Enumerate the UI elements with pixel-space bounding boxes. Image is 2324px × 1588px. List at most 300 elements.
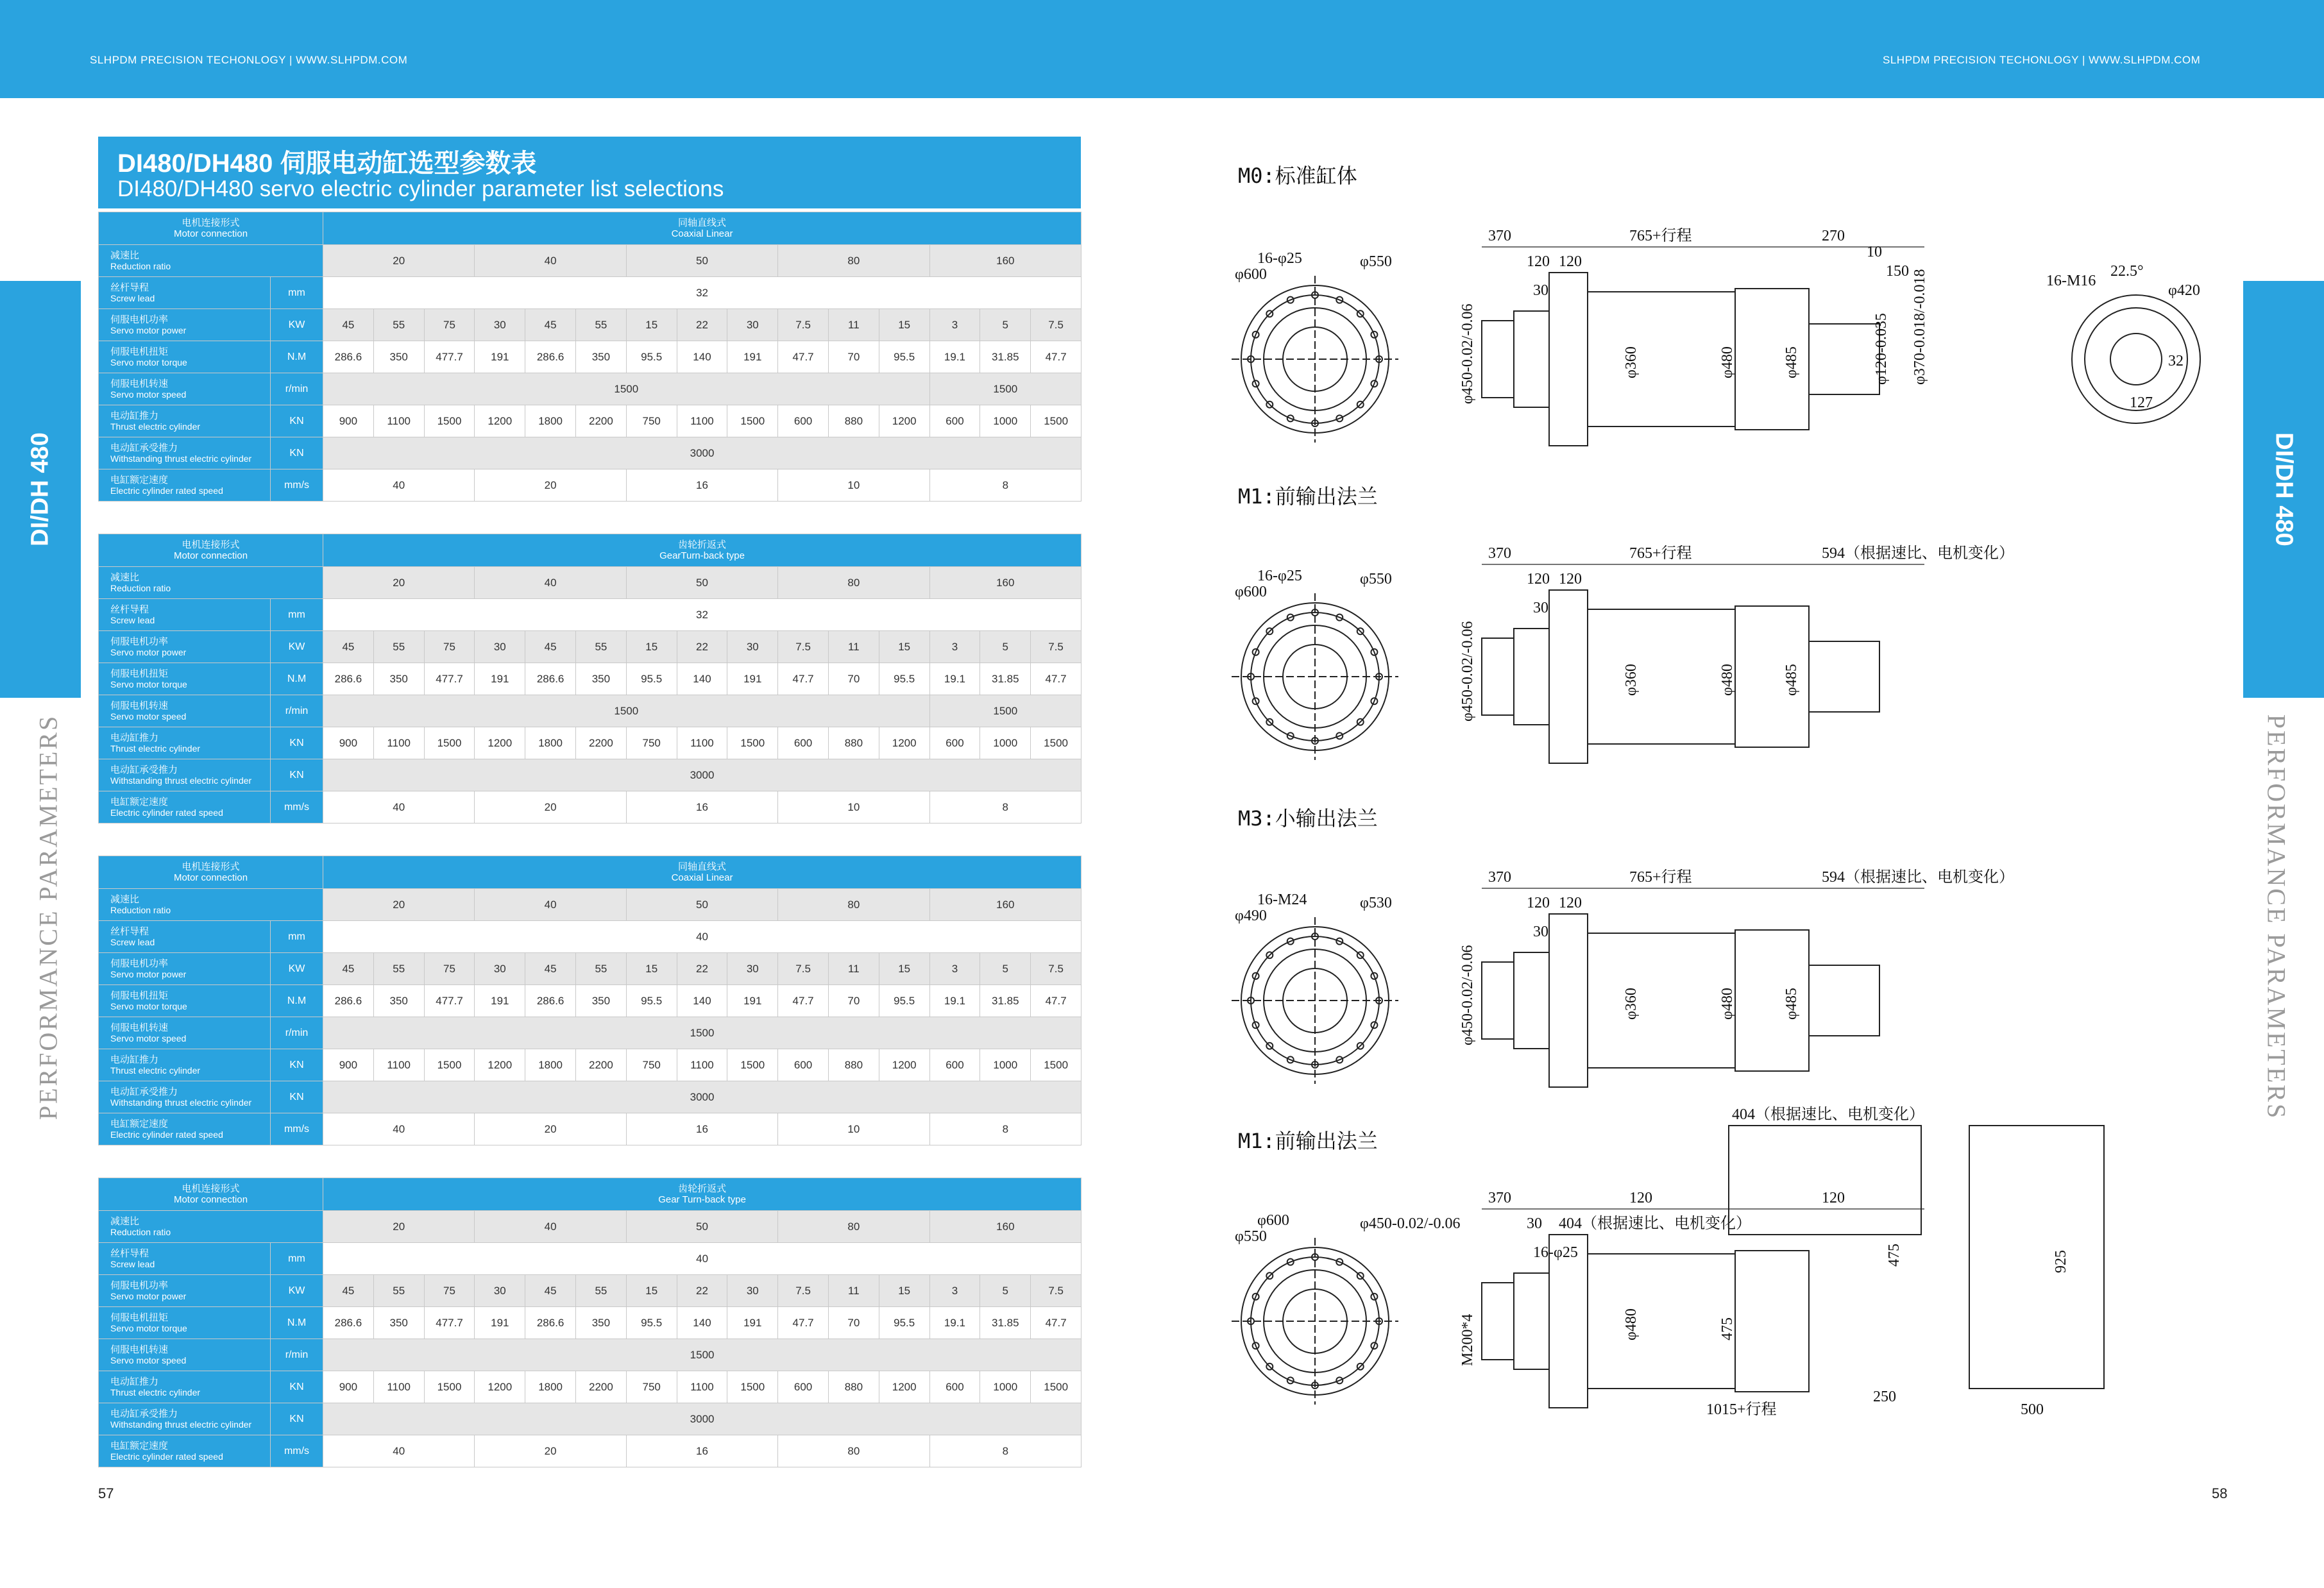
thrust-cell: 1000 xyxy=(980,1049,1031,1081)
rear-end-circle xyxy=(2110,334,2162,385)
torque-cell: 191 xyxy=(475,1307,525,1339)
dimension-label: φ485 xyxy=(1783,988,1800,1020)
dimension-label: φ450-0.02/-0.06 xyxy=(1459,945,1476,1045)
dimension-label: 594（根据速比、电机变化） xyxy=(1822,545,2014,562)
power-cell: 11 xyxy=(828,631,879,663)
power-cell: 15 xyxy=(626,309,677,341)
torque-cell: 47.7 xyxy=(1031,1307,1081,1339)
row-label: 伺服电机功率 Servo motor power xyxy=(99,953,271,985)
torque-cell: 286.6 xyxy=(525,663,576,695)
parameter-table xyxy=(98,212,1081,502)
dimension-label: 22.5° xyxy=(2110,263,2144,280)
row-label: 丝杆导程 Screw lead xyxy=(99,277,271,309)
lead-cell: 40 xyxy=(323,921,1081,953)
power-cell: 7.5 xyxy=(778,953,829,985)
front-flange xyxy=(1549,590,1588,763)
dimension-label: 370 xyxy=(1488,869,1511,886)
page-number-left: 57 xyxy=(98,1485,114,1501)
parameter-table xyxy=(98,856,1081,1145)
power-cell: 75 xyxy=(424,953,475,985)
ratio-cell: 20 xyxy=(323,567,475,599)
power-cell: 55 xyxy=(576,309,627,341)
power-cell: 7.5 xyxy=(1031,309,1081,341)
dimension-label: M1:前输出法兰 xyxy=(1238,484,1378,509)
rated-speed-cell: 20 xyxy=(475,1113,626,1145)
unit-cell: N.M xyxy=(271,663,323,695)
power-cell: 45 xyxy=(525,1275,576,1307)
torque-cell: 31.85 xyxy=(980,1307,1031,1339)
torque-cell: 191 xyxy=(475,985,525,1017)
thrust-cell: 1500 xyxy=(424,405,475,437)
power-cell: 55 xyxy=(576,631,627,663)
thrust-cell: 1500 xyxy=(1031,1049,1081,1081)
dimension-label: φ550 xyxy=(1235,1228,1267,1245)
website-link[interactable]: WWW.SLHPDM.COM xyxy=(296,54,408,66)
dimension-label: 10 xyxy=(1867,244,1882,260)
unit-cell: N.M xyxy=(271,1307,323,1339)
ratio-cell: 80 xyxy=(778,889,929,921)
side-tab-left xyxy=(0,281,81,698)
power-cell: 45 xyxy=(525,953,576,985)
lead-cell: 32 xyxy=(323,599,1081,631)
unit-cell: mm xyxy=(271,1243,323,1275)
thrust-cell: 1200 xyxy=(475,1049,525,1081)
ratio-cell: 40 xyxy=(475,889,626,921)
unit-cell: KN xyxy=(271,759,323,791)
ratio-cell: 50 xyxy=(626,567,777,599)
torque-cell: 47.7 xyxy=(1031,341,1081,373)
thrust-cell: 2200 xyxy=(576,405,627,437)
motor-connection-label: 电机连接形式 Motor connection xyxy=(99,534,323,567)
dimension-label: φ450-0.02/-0.06 xyxy=(1459,621,1476,722)
speed-cell: 1500 xyxy=(323,1339,1081,1371)
withstanding-cell: 3000 xyxy=(323,759,1081,791)
torque-cell: 191 xyxy=(475,341,525,373)
power-cell: 30 xyxy=(475,309,525,341)
torque-cell: 191 xyxy=(727,341,778,373)
page-number-right: 58 xyxy=(2212,1485,2228,1501)
torque-cell: 95.5 xyxy=(879,663,929,695)
unit-cell: N.M xyxy=(271,985,323,1017)
dimension-label: φ360 xyxy=(1623,346,1640,378)
ratio-cell: 20 xyxy=(323,245,475,277)
row-label: 电动缸承受推力 Withstanding thrust electric cylinder xyxy=(99,437,271,469)
ratio-cell: 20 xyxy=(323,1211,475,1243)
power-cell: 55 xyxy=(373,1275,424,1307)
torque-cell: 31.85 xyxy=(980,985,1031,1017)
row-label: 电动缸推力 Thrust electric cylinder xyxy=(99,727,271,759)
power-cell: 5 xyxy=(980,309,1031,341)
speed-cell: 1500 xyxy=(323,695,930,727)
page-title: DI480/DH480 伺服电动缸选型参数表 xyxy=(117,149,537,178)
cylinder-body xyxy=(1588,609,1735,744)
dimension-label: 404（根据速比、电机变化） xyxy=(1559,1215,1751,1232)
rated-speed-cell: 20 xyxy=(475,791,626,824)
power-cell: 45 xyxy=(323,309,374,341)
power-cell: 3 xyxy=(929,309,980,341)
row-label: 丝杆导程 Screw lead xyxy=(99,1243,271,1275)
dimension-label: 370 xyxy=(1488,1190,1511,1206)
dimension-label: 30 xyxy=(1533,282,1548,299)
torque-cell: 31.85 xyxy=(980,341,1031,373)
row-label: 电缸额定速度 Electric cylinder rated speed xyxy=(99,791,271,824)
torque-cell: 140 xyxy=(677,663,727,695)
dimension-label: φ480 xyxy=(1623,1308,1640,1340)
power-cell: 75 xyxy=(424,1275,475,1307)
torque-cell: 19.1 xyxy=(929,985,980,1017)
power-cell: 15 xyxy=(879,309,929,341)
row-label: 电动缸推力 Thrust electric cylinder xyxy=(99,1371,271,1403)
row-label: 伺服电机功率 Servo motor power xyxy=(99,631,271,663)
thrust-cell: 600 xyxy=(929,405,980,437)
thrust-cell: 1200 xyxy=(475,727,525,759)
dimension-label: φ550 xyxy=(1360,253,1392,270)
rated-speed-cell: 40 xyxy=(323,1113,475,1145)
motor-connection-label: 电机连接形式 Motor connection xyxy=(99,1178,323,1211)
rated-speed-cell: 20 xyxy=(475,469,626,502)
unit-cell: mm/s xyxy=(271,791,323,824)
thrust-cell: 1100 xyxy=(677,1049,727,1081)
row-label: 伺服电机扭矩 Servo motor torque xyxy=(99,1307,271,1339)
cylinder-body xyxy=(1588,1254,1735,1389)
torque-cell: 286.6 xyxy=(525,985,576,1017)
power-cell: 55 xyxy=(576,953,627,985)
company-name: SLHPDM PRECISION TECHONLOGY xyxy=(1883,54,2079,66)
thrust-cell: 600 xyxy=(929,1049,980,1081)
rated-speed-cell: 8 xyxy=(929,469,1081,502)
torque-cell: 95.5 xyxy=(626,341,677,373)
rear-assembly xyxy=(1809,965,1879,1036)
rated-speed-cell: 16 xyxy=(626,1435,777,1467)
power-cell: 7.5 xyxy=(1031,953,1081,985)
torque-cell: 286.6 xyxy=(525,341,576,373)
dimension-label: 150 xyxy=(1886,263,1909,280)
row-label: 电动缸推力 Thrust electric cylinder xyxy=(99,405,271,437)
power-cell: 11 xyxy=(828,309,879,341)
unit-cell: KN xyxy=(271,1081,323,1113)
power-cell: 75 xyxy=(424,309,475,341)
ratio-cell: 40 xyxy=(475,245,626,277)
power-cell: 30 xyxy=(475,1275,525,1307)
rated-speed-cell: 80 xyxy=(778,1435,929,1467)
dimension-label: 1015+行程 xyxy=(1706,1401,1777,1418)
dimension-label: φ480 xyxy=(1719,664,1736,696)
unit-cell: mm xyxy=(271,921,323,953)
flange-ring xyxy=(1514,1273,1549,1369)
thrust-cell: 900 xyxy=(323,405,374,437)
side-tab-label: DI/DH 480 xyxy=(26,432,54,546)
dimension-label: M0:标准缸体 xyxy=(1238,164,1357,188)
torque-cell: 286.6 xyxy=(525,1307,576,1339)
unit-cell: r/min xyxy=(271,373,323,405)
rear-assembly xyxy=(1809,324,1879,394)
front-flange xyxy=(1549,914,1588,1087)
thrust-cell: 600 xyxy=(778,1049,829,1081)
thrust-cell: 600 xyxy=(778,405,829,437)
power-cell: 45 xyxy=(323,953,374,985)
cylinder-body xyxy=(1588,933,1735,1068)
thrust-cell: 600 xyxy=(929,727,980,759)
thrust-cell: 750 xyxy=(626,1371,677,1403)
flange-ring xyxy=(1514,629,1549,725)
thrust-cell: 1200 xyxy=(475,405,525,437)
unit-cell: KW xyxy=(271,1275,323,1307)
dimension-label: φ420 xyxy=(2168,282,2200,299)
thrust-cell: 900 xyxy=(323,1049,374,1081)
torque-cell: 70 xyxy=(828,341,879,373)
dimension-label: φ450-0.02/-0.06 xyxy=(1360,1215,1461,1232)
thrust-cell: 1800 xyxy=(525,405,576,437)
unit-cell: KN xyxy=(271,727,323,759)
dimension-label: 120 xyxy=(1559,253,1582,270)
torque-cell: 47.7 xyxy=(778,341,829,373)
torque-cell: 477.7 xyxy=(424,663,475,695)
rated-speed-cell: 10 xyxy=(778,791,929,824)
dimension-label: 16-φ25 xyxy=(1257,250,1302,267)
torque-cell: 95.5 xyxy=(879,985,929,1017)
torque-cell: 140 xyxy=(677,985,727,1017)
power-cell: 7.5 xyxy=(1031,631,1081,663)
lead-cell: 40 xyxy=(323,1243,1081,1275)
dimension-label: φ485 xyxy=(1783,346,1800,378)
power-cell: 5 xyxy=(980,1275,1031,1307)
torque-cell: 47.7 xyxy=(778,1307,829,1339)
power-cell: 3 xyxy=(929,1275,980,1307)
power-cell: 5 xyxy=(980,953,1031,985)
ratio-cell: 40 xyxy=(475,1211,626,1243)
thrust-cell: 600 xyxy=(778,1371,829,1403)
dimension-label: 475 xyxy=(1719,1317,1736,1340)
unit-cell: mm/s xyxy=(271,1113,323,1145)
header-brand-right: SLHPDM PRECISION TECHONLOGY | WWW.SLHPDM.COM xyxy=(1883,54,2201,66)
thrust-cell: 880 xyxy=(828,727,879,759)
dimension-label: φ550 xyxy=(1360,571,1392,587)
power-cell: 45 xyxy=(525,309,576,341)
power-cell: 22 xyxy=(677,1275,727,1307)
dimension-label: φ480 xyxy=(1719,988,1736,1020)
row-label: 电缸额定速度 Electric cylinder rated speed xyxy=(99,1435,271,1467)
dimension-label: 120 xyxy=(1527,571,1550,587)
power-cell: 7.5 xyxy=(778,309,829,341)
dimension-label: M3:小输出法兰 xyxy=(1238,806,1378,831)
power-cell: 22 xyxy=(677,631,727,663)
power-cell: 30 xyxy=(475,953,525,985)
unit-cell: KN xyxy=(271,405,323,437)
dimension-label: 16-φ25 xyxy=(1257,568,1302,584)
lead-cell: 32 xyxy=(323,277,1081,309)
thrust-cell: 880 xyxy=(828,1049,879,1081)
torque-cell: 286.6 xyxy=(323,663,374,695)
thrust-cell: 1100 xyxy=(373,727,424,759)
speed-cell: 1500 xyxy=(929,695,1081,727)
torque-cell: 477.7 xyxy=(424,341,475,373)
thrust-cell: 880 xyxy=(828,405,879,437)
torque-cell: 286.6 xyxy=(323,985,374,1017)
dimension-label: φ600 xyxy=(1257,1212,1289,1229)
power-cell: 22 xyxy=(677,953,727,985)
side-profile xyxy=(1969,1126,2104,1389)
power-cell: 3 xyxy=(929,953,980,985)
power-cell: 55 xyxy=(373,953,424,985)
page-subtitle: DI480/DH480 servo electric cylinder parameter list selections xyxy=(117,176,724,201)
cylinder-body xyxy=(1735,1251,1809,1392)
row-label: 电动缸承受推力 Withstanding thrust electric cylinder xyxy=(99,1081,271,1113)
torque-cell: 19.1 xyxy=(929,1307,980,1339)
torque-cell: 350 xyxy=(576,341,627,373)
torque-cell: 95.5 xyxy=(626,1307,677,1339)
rear-assembly xyxy=(1809,641,1879,712)
dimension-label: 120 xyxy=(1559,571,1582,587)
unit-cell: KW xyxy=(271,953,323,985)
ratio-cell: 80 xyxy=(778,245,929,277)
unit-cell: KN xyxy=(271,1371,323,1403)
thrust-cell: 750 xyxy=(626,727,677,759)
thrust-cell: 750 xyxy=(626,1049,677,1081)
torque-cell: 19.1 xyxy=(929,663,980,695)
torque-cell: 31.85 xyxy=(980,663,1031,695)
thrust-cell: 1000 xyxy=(980,1371,1031,1403)
rated-speed-cell: 40 xyxy=(323,791,475,824)
parameter-table xyxy=(98,534,1081,824)
torque-cell: 47.7 xyxy=(1031,985,1081,1017)
thrust-cell: 1200 xyxy=(879,1371,929,1403)
thrust-cell: 1100 xyxy=(677,727,727,759)
ratio-cell: 50 xyxy=(626,245,777,277)
ratio-cell: 80 xyxy=(778,1211,929,1243)
torque-cell: 350 xyxy=(373,985,424,1017)
row-label: 丝杆导程 Screw lead xyxy=(99,921,271,953)
torque-cell: 477.7 xyxy=(424,985,475,1017)
thrust-cell: 1500 xyxy=(1031,727,1081,759)
row-label: 电缸额定速度 Electric cylinder rated speed xyxy=(99,469,271,502)
thrust-cell: 1000 xyxy=(980,405,1031,437)
rated-speed-cell: 10 xyxy=(778,469,929,502)
ratio-cell: 160 xyxy=(929,245,1081,277)
thrust-cell: 880 xyxy=(828,1371,879,1403)
dimension-label: 120 xyxy=(1559,895,1582,911)
dimension-label: 120 xyxy=(1527,253,1550,270)
torque-cell: 350 xyxy=(373,341,424,373)
unit-cell: r/min xyxy=(271,1339,323,1371)
parameter-table xyxy=(98,1178,1081,1467)
thrust-cell: 1500 xyxy=(1031,1371,1081,1403)
flange-ring xyxy=(1514,311,1549,407)
torque-cell: 70 xyxy=(828,985,879,1017)
power-cell: 75 xyxy=(424,631,475,663)
dimension-label: φ360 xyxy=(1623,988,1640,1020)
torque-cell: 191 xyxy=(727,1307,778,1339)
vertical-caption-right: PERFORMANCE PARAMETERS xyxy=(2262,714,2291,1120)
dimension-label: 370 xyxy=(1488,228,1511,244)
dimension-label: φ360 xyxy=(1623,664,1640,696)
torque-cell: 350 xyxy=(576,985,627,1017)
dimension-label: 765+行程 xyxy=(1629,869,1692,886)
row-label: 减速比 Reduction ratio xyxy=(99,567,323,599)
thrust-cell: 750 xyxy=(626,405,677,437)
torque-cell: 19.1 xyxy=(929,341,980,373)
thrust-cell: 1100 xyxy=(677,405,727,437)
row-label: 伺服电机转速 Servo motor speed xyxy=(99,1339,271,1371)
power-cell: 7.5 xyxy=(778,1275,829,1307)
speed-cell: 1500 xyxy=(323,373,930,405)
ratio-cell: 40 xyxy=(475,567,626,599)
dimension-label: 404（根据速比、电机变化） xyxy=(1732,1106,1924,1123)
withstanding-cell: 3000 xyxy=(323,1081,1081,1113)
gearbox-assembly xyxy=(1729,1126,1921,1235)
title-panel xyxy=(98,137,1081,208)
torque-cell: 350 xyxy=(373,663,424,695)
thrust-cell: 1800 xyxy=(525,1371,576,1403)
torque-cell: 350 xyxy=(576,663,627,695)
thrust-cell: 1800 xyxy=(525,727,576,759)
row-label: 电动缸承受推力 Withstanding thrust electric cylinder xyxy=(99,1403,271,1435)
power-cell: 15 xyxy=(879,631,929,663)
dimension-label: φ600 xyxy=(1235,584,1267,600)
thrust-cell: 1800 xyxy=(525,1049,576,1081)
torque-cell: 191 xyxy=(727,663,778,695)
ratio-cell: 20 xyxy=(323,889,475,921)
rated-speed-cell: 16 xyxy=(626,469,777,502)
dimension-label: 30 xyxy=(1527,1215,1542,1232)
thrust-cell: 1200 xyxy=(475,1371,525,1403)
speed-cell: 1500 xyxy=(323,1017,1081,1049)
dimension-label: M1:前输出法兰 xyxy=(1238,1129,1378,1153)
thrust-cell: 1100 xyxy=(373,1049,424,1081)
thrust-cell: 1500 xyxy=(727,1049,778,1081)
dimension-label: φ490 xyxy=(1235,908,1267,924)
row-label: 减速比 Reduction ratio xyxy=(99,1211,323,1243)
torque-cell: 47.7 xyxy=(778,663,829,695)
dimension-label: 16-φ25 xyxy=(1533,1244,1578,1261)
power-cell: 45 xyxy=(323,1275,374,1307)
power-cell: 15 xyxy=(626,953,677,985)
power-cell: 45 xyxy=(525,631,576,663)
side-tab-right xyxy=(2243,281,2324,698)
torque-cell: 95.5 xyxy=(879,1307,929,1339)
top-banner xyxy=(0,0,2324,98)
dimension-label: φ485 xyxy=(1783,664,1800,696)
dimension-label: 120 xyxy=(1527,895,1550,911)
torque-cell: 95.5 xyxy=(626,663,677,695)
row-label: 伺服电机扭矩 Servo motor torque xyxy=(99,985,271,1017)
thrust-cell: 2200 xyxy=(576,1049,627,1081)
thrust-cell: 1500 xyxy=(727,727,778,759)
front-flange xyxy=(1549,273,1588,446)
thrust-cell: 1500 xyxy=(424,1049,475,1081)
motor-shaft xyxy=(1482,962,1514,1039)
rated-speed-cell: 40 xyxy=(323,1435,475,1467)
flange-ring xyxy=(1514,952,1549,1049)
website-link[interactable]: WWW.SLHPDM.COM xyxy=(2089,54,2201,66)
unit-cell: mm/s xyxy=(271,469,323,502)
row-label: 伺服电机转速 Servo motor speed xyxy=(99,1017,271,1049)
power-cell: 22 xyxy=(677,309,727,341)
motor-connection-type: 齿轮折返式 GearTurn-back type xyxy=(323,534,1081,567)
motor-connection-type: 同轴直线式 Coaxial Linear xyxy=(323,856,1081,889)
motor-connection-label: 电机连接形式 Motor connection xyxy=(99,212,323,245)
row-label: 减速比 Reduction ratio xyxy=(99,245,323,277)
row-label: 电动缸推力 Thrust electric cylinder xyxy=(99,1049,271,1081)
thrust-cell: 600 xyxy=(929,1371,980,1403)
ratio-cell: 50 xyxy=(626,889,777,921)
thrust-cell: 2200 xyxy=(576,727,627,759)
row-label: 伺服电机功率 Servo motor power xyxy=(99,309,271,341)
dimension-label: 370 xyxy=(1488,545,1511,562)
row-label: 伺服电机转速 Servo motor speed xyxy=(99,695,271,727)
row-label: 丝杆导程 Screw lead xyxy=(99,599,271,631)
vertical-caption-left: PERFORMANCE PARAMETERS xyxy=(33,714,63,1120)
power-cell: 7.5 xyxy=(1031,1275,1081,1307)
